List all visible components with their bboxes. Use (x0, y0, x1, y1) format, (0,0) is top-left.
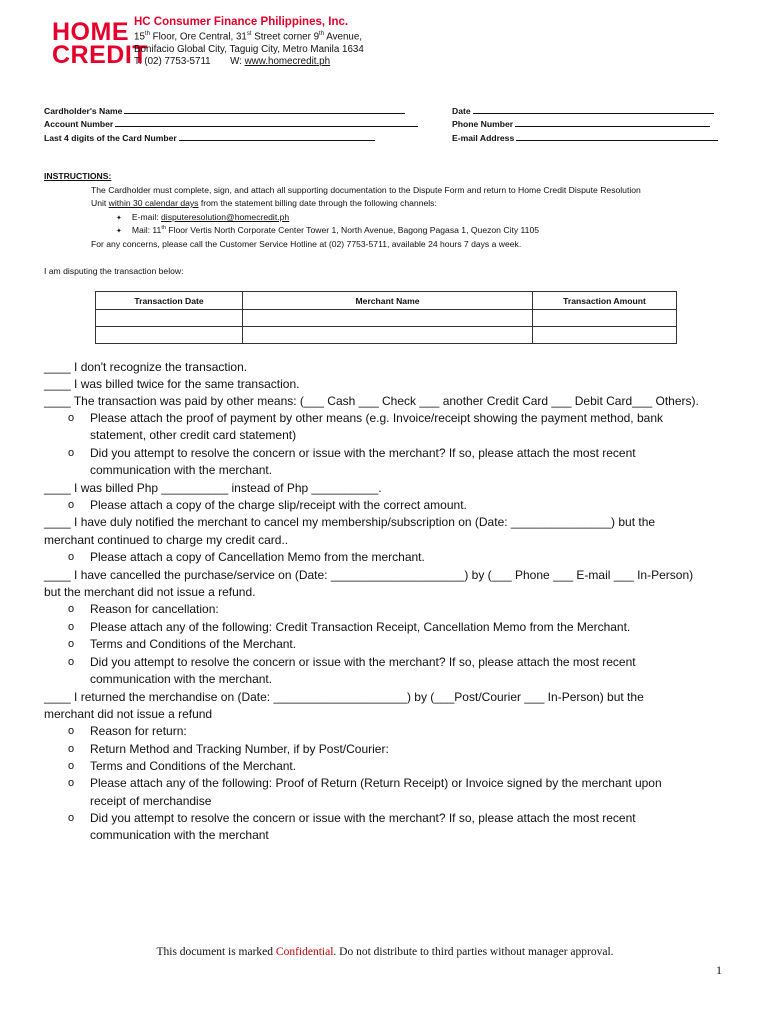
table-row (96, 327, 677, 344)
bullet-o: o (68, 656, 75, 668)
date-field[interactable]: Date (452, 105, 714, 116)
table-header-row (96, 292, 677, 310)
last-four-digits-field[interactable]: Last 4 digits of the Card Number (44, 132, 375, 143)
table-cell[interactable] (533, 327, 677, 344)
bullet-o: o (68, 777, 75, 789)
page-number: 1 (716, 963, 722, 977)
option-cancelled-purchase-cont: but the merchant did not issue a refund. (44, 585, 256, 599)
bullet-o: o (68, 760, 75, 772)
option-notified-cancel-cont: merchant continued to charge my credit card.. (44, 533, 289, 547)
instructions-line-2: Unit within 30 calendar days from the statement billing date through the following channels: (91, 198, 437, 208)
option-dont-recognize: ____ I don't recognize the transaction. (44, 360, 248, 374)
subitem-resolve-concern-3: Did you attempt to resolve the concern or issue with the merchant? If so, please attach the most recent (90, 811, 636, 825)
instructions-heading: INSTRUCTIONS: (44, 171, 112, 181)
subitem-proof-of-return: Please attach any of the following: Proof of Return (Return Receipt) or Invoice signed by the merchant upon (90, 776, 662, 790)
bullet-o: o (68, 638, 75, 650)
option-billed-twice: ____ I was billed twice for the same transaction. (44, 377, 300, 391)
subitem-resolve-concern-3-cont: communication with the merchant (90, 828, 269, 842)
disputing-line: I am disputing the transaction below: (44, 266, 184, 276)
address-line-1: 15th Floor, Ore Central, 31st Street corner 9th Avenue, (134, 31, 363, 43)
home-credit-logo (52, 18, 149, 69)
subitem-charge-slip: Please attach a copy of the charge slip/receipt with the correct amount. (90, 498, 467, 512)
account-number-field[interactable]: Account Number (44, 118, 418, 129)
table-cell[interactable] (533, 310, 677, 327)
col-merchant-name: Merchant Name (243, 292, 533, 310)
subitem-terms-conditions: Terms and Conditions of the Merchant. (90, 637, 297, 651)
table-cell[interactable] (96, 327, 243, 344)
bullet-o: o (68, 743, 75, 755)
table-cell[interactable] (243, 310, 533, 327)
subitem-resolve-concern-2: Did you attempt to resolve the concern or issue with the merchant? If so, please attach the most recent (90, 655, 636, 669)
instructions-line-1: The Cardholder must complete, sign, and attach all supporting documentation to the Dispute Form and return to Home Credit Dispute Resolution (91, 185, 641, 195)
table-cell[interactable] (96, 310, 243, 327)
bullet-o: o (68, 621, 75, 633)
subitem-reason-cancellation: Reason for cancellation: (90, 602, 219, 616)
option-notified-cancel: ____ I have duly notified the merchant to cancel my membership/subscription on (Date: _______________) but the (44, 515, 656, 529)
subitem-proof-of-payment-cont: statement, other credit card statement) (90, 428, 297, 442)
subitem-return-method: Return Method and Tracking Number, if by Post/Courier: (90, 742, 389, 756)
concerns-line: For any concerns, please call the Customer Service Hotline at (02) 7753-5711, available 24 hours 7 days a week. (91, 239, 522, 249)
subitem-proof-of-return-cont: receipt of merchandise (90, 794, 212, 808)
transaction-table (95, 291, 677, 344)
bullet-o: o (68, 412, 75, 424)
option-returned-merchandise-cont: merchant did not issue a refund (44, 707, 213, 721)
confidential-footer: This document is marked Confidential. Do not distribute to third parties without manager approval. (156, 946, 614, 958)
bullet-o: o (68, 603, 75, 615)
subitem-resolve-concern-cont: communication with the merchant. (90, 463, 273, 477)
col-transaction-amount: Transaction Amount (533, 292, 677, 310)
col-transaction-date: Transaction Date (96, 292, 243, 310)
subitem-proof-of-payment: Please attach the proof of payment by other means (e.g. Invoice/receipt showing the payment method, bank (90, 411, 663, 425)
phone-text: T: (02) 7753-5711 (134, 56, 211, 67)
subitem-resolve-concern: Did you attempt to resolve the concern or issue with the merchant? If so, please attach the most recent (90, 446, 636, 460)
dispute-email-link[interactable]: disputeresolution@homecredit.ph (161, 212, 290, 222)
option-cancelled-purchase: ____ I have cancelled the purchase/service on (Date: ____________________) by (___ Phone ___ E-mail ___ In-Person) (44, 568, 694, 582)
subitem-resolve-concern-2-cont: communication with the merchant. (90, 672, 273, 686)
subitem-terms-conditions-2: Terms and Conditions of the Merchant. (90, 759, 297, 773)
option-billed-php: ____ I was billed Php __________ instead of Php __________. (44, 481, 382, 495)
option-returned-merchandise: ____ I returned the merchandise on (Date: ____________________) by (___Post/Courier ___ In-Person) but the (44, 690, 644, 704)
email-channel: ✦ E-mail: disputeresolution@homecredit.ph (116, 212, 290, 222)
logo-credit-text: CREDIT (52, 41, 149, 69)
cardholder-name-field[interactable]: Cardholder's Name (44, 105, 405, 116)
contact-line: T: (02) 7753-5711 W: www.homecredit.ph (134, 56, 331, 67)
bullet-o: o (68, 447, 75, 459)
bullet-o: o (68, 725, 75, 737)
website-link[interactable]: www.homecredit.ph (244, 56, 331, 67)
bullet-o: o (68, 499, 75, 511)
option-paid-other-means: ____ The transaction was paid by other means: (___ Cash ___ Check ___ another Credit Card ___ Debit Card___ Others). (44, 394, 699, 408)
company-name: HC Consumer Finance Philippines, Inc. (134, 16, 349, 28)
phone-number-field[interactable]: Phone Number (452, 118, 710, 129)
mail-channel: ✦ Mail: 11th Floor Vertis North Corporate Center Tower 1, North Avenue, Bagong Pagasa 1, Quezon City 1105 (116, 225, 540, 235)
subitem-reason-return: Reason for return: (90, 724, 187, 738)
table-cell[interactable] (243, 327, 533, 344)
address-line-2: Bonifacio Global City, Taguig City, Metro Manila 1634 (134, 44, 364, 55)
confidential-word: Confidential (275, 946, 334, 958)
email-address-field[interactable]: E-mail Address (452, 132, 718, 143)
table-row (96, 310, 677, 327)
bullet-o: o (68, 551, 75, 563)
bullet-o: o (68, 812, 75, 824)
subitem-cancellation-memo: Please attach a copy of Cancellation Memo from the merchant. (90, 550, 425, 564)
logo-home-text: HOME (52, 18, 129, 46)
subitem-attach-receipt-memo: Please attach any of the following: Credit Transaction Receipt, Cancellation Memo from the Merchant. (90, 620, 631, 634)
